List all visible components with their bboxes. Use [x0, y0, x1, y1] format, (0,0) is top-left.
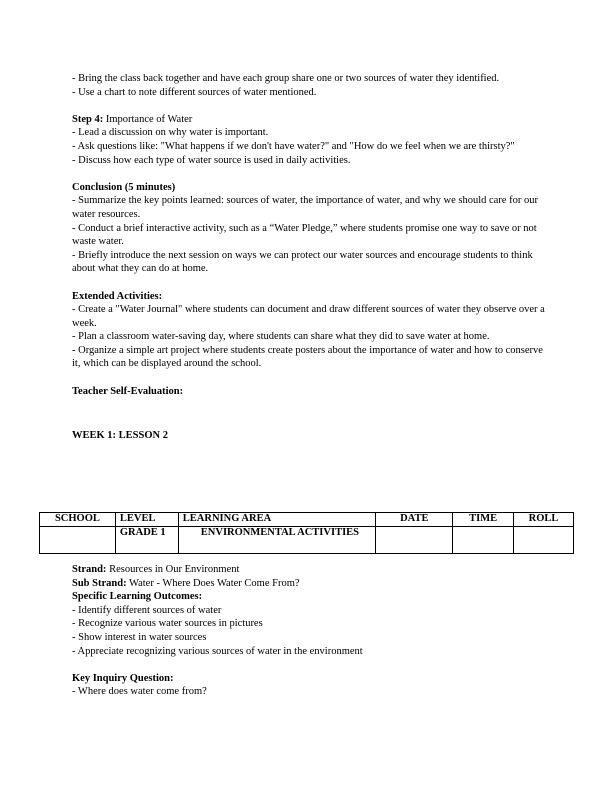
conclusion-heading: Conclusion (5 minutes) [72, 181, 176, 193]
cell-time [453, 526, 514, 553]
cell-learning-area: ENVIRONMENTAL ACTIVITIES [178, 526, 376, 553]
table-header-row [40, 513, 574, 527]
list-item: - Where does water come from? [72, 686, 207, 698]
header-level: LEVEL [115, 513, 178, 527]
strand-line [72, 563, 546, 577]
list-item: - Lead a discussion on why water is important. [72, 127, 269, 139]
substrand-line [72, 577, 546, 591]
inquiry-heading: Key Inquiry Question: [72, 672, 174, 684]
step4-label: Step 4: [72, 113, 104, 125]
list-item: - Conduct a brief interactive activity, such as a “Water Pledge,” where students promise one way to save or not waste water. [72, 222, 537, 248]
step4-title: Importance of Water [103, 113, 193, 125]
extended-heading: Extended Activities: [72, 290, 163, 302]
list-item: - Summarize the key points learned: sources of water, the importance of water, and why we should care for our water resources. [72, 195, 538, 220]
header-roll: ROLL [514, 513, 574, 527]
header-date: DATE [376, 513, 453, 527]
cell-school [40, 526, 116, 553]
header-learning-area: LEARNING AREA [178, 513, 376, 527]
list-item: - Briefly introduce the next session on ways we can protect our water sources and encourage students to think about what they can do at home. [72, 249, 533, 275]
list-item: - Plan a classroom water-saving day, where students can share what they did to save water at home. [72, 331, 490, 343]
substrand-value: Water - Where Does Water Come From? [126, 577, 300, 589]
list-item: - Discuss how each type of water source is used in daily activities. [72, 154, 351, 166]
lesson-details [72, 563, 546, 699]
list-item: - Show interest in water sources [72, 631, 207, 643]
header-time: TIME [453, 513, 514, 527]
list-item: - Recognize various water sources in pictures [72, 618, 263, 630]
step4-heading [72, 113, 546, 127]
strand-label: Strand: [72, 564, 107, 575]
cell-roll [514, 526, 574, 553]
list-item: - Organize a simple art project where students create posters about the importance of water and how to conserve it, which can be displayed around the school. [72, 344, 543, 370]
week-heading: WEEK 1: LESSON 2 [72, 430, 168, 442]
cell-level: GRADE 1 [115, 526, 178, 553]
cell-date [376, 526, 453, 553]
table-row [40, 526, 574, 553]
paragraph: - Bring the class back together and have each group share one or two sources of water they identified. [72, 73, 500, 84]
list-item: - Create a "Water Journal" where students can document and draw different sources of water they observe over a week. [72, 304, 545, 329]
list-item: - Appreciate recognizing various sources of water in the environment [72, 645, 363, 657]
strand-value: Resources in Our Environment [106, 564, 240, 575]
list-item: - Ask questions like: "What happens if we don't have water?" and "How do we feel when we are thirsty?" [72, 140, 515, 152]
outcomes-heading: Specific Learning Outcomes: [72, 591, 203, 603]
paragraph: - Use a chart to note different sources of water mentioned. [72, 86, 317, 98]
lesson-info-table [39, 512, 574, 554]
list-item: - Identify different sources of water [72, 604, 222, 616]
header-school: SCHOOL [40, 513, 116, 527]
substrand-label: Sub Strand: [72, 577, 127, 589]
self-evaluation-heading: Teacher Self-Evaluation: [72, 385, 184, 397]
document-body [72, 72, 546, 443]
